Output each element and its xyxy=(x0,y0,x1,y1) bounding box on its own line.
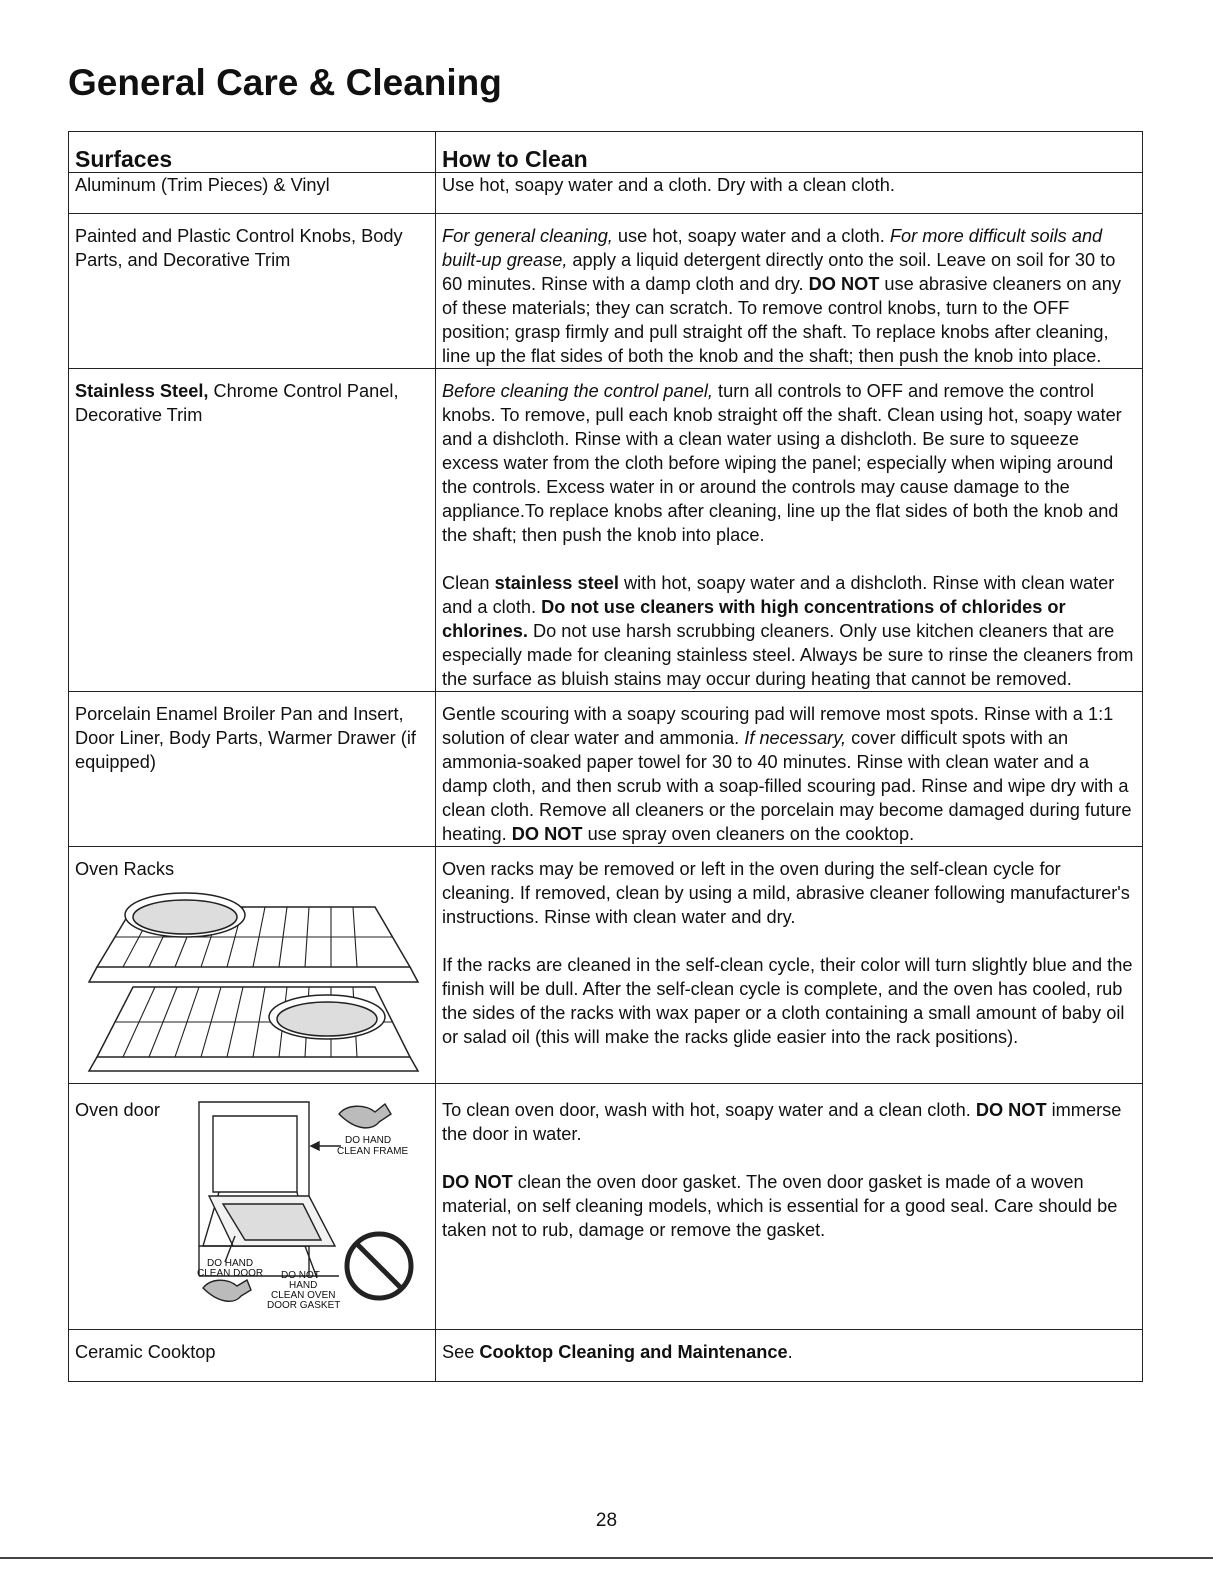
how-to-clean-cell xyxy=(436,692,1143,847)
paragraph xyxy=(442,702,1136,846)
text: Gentle scouring with a soapy scouring pad will remove most spots. Rinse with a 1:1 solution of clear water and ammonia. xyxy=(442,704,1114,748)
text: Chrome Control Panel, Decorative Trim xyxy=(75,381,399,425)
surface-cell xyxy=(69,369,436,692)
table-row xyxy=(69,1084,1143,1330)
header-surfaces: Surfaces xyxy=(69,132,436,173)
text: Do not use harsh scrubbing cleaners. Only use kitchen cleaners that are especially made for cleaning stainless steel. Always be sure to rinse the cleaners from the surface as bluish stains may occur during heating that cannot be removed. xyxy=(442,621,1134,689)
bottom-rule xyxy=(0,1557,1213,1559)
table-row xyxy=(69,692,1143,847)
paragraph xyxy=(442,1098,1136,1146)
text: with hot, soapy water and a dishcloth. Rinse with clean water and a cloth. xyxy=(442,573,1115,617)
surface-label: Oven door xyxy=(75,1100,160,1120)
text: turn all controls to OFF and remove the control knobs. To remove, pull each knob straight off the shaft. Clean using hot, soapy water and a dishcloth. Rinse with a clean water using a dishcloth. Be sure to squeeze excess water from the cloth before wiping the panel; especially when wiping around the controls. Excess water in or around the controls may cause damage to the appliance.To replace knobs after cleaning, line up the flat sides of both the knob and the shaft; then push the knob into place. xyxy=(442,381,1122,545)
surface-cell: Aluminum (Trim Pieces) & Vinyl xyxy=(69,173,436,214)
paragraph xyxy=(442,1170,1136,1242)
table-row xyxy=(69,1330,1143,1382)
how-to-clean-cell xyxy=(436,1330,1143,1382)
page-number: 28 xyxy=(595,1510,618,1531)
frame-label-line2: CLEAN FRAME xyxy=(337,1146,409,1157)
frame-label-line1: DO HAND xyxy=(345,1135,392,1146)
paragraph: If the racks are cleaned in the self-clean cycle, their color will turn slightly blue and the finish will be dull. After the self-clean cycle is complete, and the oven has cooled, rub the sides of the racks with wax paper or a cloth containing a small amount of baby oil or salad oil (this will make the racks glide easier into the rack positions). xyxy=(442,955,1133,1047)
table-row xyxy=(69,369,1143,692)
surface-cell: Ceramic Cooktop xyxy=(69,1330,436,1382)
how-to-clean-cell xyxy=(436,369,1143,692)
table-row xyxy=(69,214,1143,369)
bold-text: Do not use cleaners with high concentrations of chlorides or chlorines. xyxy=(442,597,1066,641)
paragraph xyxy=(442,1340,1136,1364)
cross-reference-link[interactable]: Cooktop Cleaning and Maintenance xyxy=(479,1342,788,1362)
how-to-clean-cell xyxy=(436,173,1143,214)
bold-text: DO NOT xyxy=(808,274,880,294)
oven-racks-illustration xyxy=(75,887,427,1083)
text: use abrasive cleaners on any of these materials; they can scratch. To remove control knobs, turn to the OFF position; grasp firmly and pull straight off the shaft. To replace knobs after cleaning, line up the flat sides of both the knob and the shaft; then push the knob into place. xyxy=(442,274,1122,366)
surface-cell: Painted and Plastic Control Knobs, Body Parts, and Decorative Trim xyxy=(69,214,436,369)
italic-text: Before cleaning the control panel, xyxy=(442,381,713,401)
bold-text: DO NOT xyxy=(442,1172,513,1192)
door-label-line2: CLEAN DOOR xyxy=(197,1268,264,1279)
gasket-label-line2: HAND xyxy=(289,1280,318,1291)
text: use spray oven cleaners on the cooktop. xyxy=(582,824,915,844)
table-row xyxy=(69,173,1143,214)
paragraph: Oven racks may be removed or left in the oven during the self-clean cycle for cleaning. If removed, clean by using a mild, abrasive cleaner following manufacturer's instructions. Rinse with clean water and dry. xyxy=(442,859,1130,927)
surface-cell: Porcelain Enamel Broiler Pan and Insert, Door Liner, Body Parts, Warmer Drawer (if equipped) xyxy=(69,692,436,847)
text: To clean oven door, wash with hot, soapy water and a clean cloth. xyxy=(442,1100,976,1120)
how-to-clean-cell xyxy=(436,214,1143,369)
oven-door-illustration xyxy=(189,1096,429,1318)
gasket-label-line1: DO NOT xyxy=(281,1270,320,1281)
paragraph: Use hot, soapy water and a cloth. Dry with a clean cloth. xyxy=(442,175,895,195)
bold-text: stainless steel xyxy=(494,573,619,593)
paragraph xyxy=(442,224,1136,368)
bold-text: DO NOT xyxy=(975,1100,1047,1120)
text: apply a liquid detergent directly onto the soil. Leave on soil for 30 to 60 minutes. Rinse with a damp cloth and dry. xyxy=(442,250,1116,294)
surface-cell xyxy=(69,1084,436,1330)
table-header-row xyxy=(69,132,1143,173)
surface-label: Oven Racks xyxy=(75,859,175,879)
surface-cell xyxy=(69,847,436,1084)
text: Clean xyxy=(442,573,495,593)
italic-text: If necessary, xyxy=(744,728,847,748)
text: . xyxy=(787,1342,793,1362)
page-title: General Care & Cleaning xyxy=(68,62,502,103)
door-label-line1: DO HAND xyxy=(207,1258,254,1269)
paragraph xyxy=(442,571,1136,691)
how-to-clean-cell xyxy=(436,847,1143,1084)
italic-text: For more difficult soils and built-up grease, xyxy=(442,226,1103,270)
bold-text: DO NOT xyxy=(511,824,583,844)
header-how-to-clean: How to Clean xyxy=(436,132,1143,173)
text: See xyxy=(442,1342,480,1362)
italic-text: For general cleaning, xyxy=(442,226,613,246)
paragraph xyxy=(442,379,1136,547)
text: use hot, soapy water and a cloth. xyxy=(612,226,890,246)
how-to-clean-cell xyxy=(436,1084,1143,1330)
bold-text: Stainless Steel, xyxy=(75,381,209,401)
table-row xyxy=(69,847,1143,1084)
text: cover difficult spots with an ammonia-soaked paper towel for 30 to 40 minutes. Rinse with clean water and a damp cloth, and then scrub with a soap-filled scouring pad. Rinse and wipe dry with a clean cloth. Remove all cleaners or the porcelain may become damaged during future heating. xyxy=(442,728,1132,844)
text: clean the oven door gasket. The oven door gasket is made of a woven material, on self cleaning models, which is essential for a good seal. Care should be taken not to rub, damage or remove the gasket. xyxy=(442,1172,1118,1240)
gasket-label-line4: DOOR GASKET xyxy=(267,1300,341,1311)
text: immerse the door in water. xyxy=(442,1100,1122,1144)
care-table xyxy=(68,131,1143,1382)
gasket-label-line3: CLEAN OVEN xyxy=(271,1290,336,1301)
